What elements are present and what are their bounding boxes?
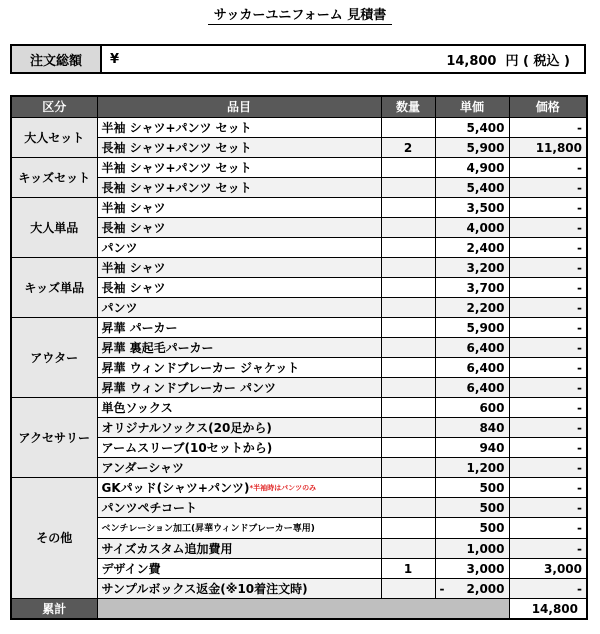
item-cell — [97, 438, 381, 458]
table-row — [11, 278, 587, 298]
item-name: 昇華 ウィンドブレーカー ジャケット — [101, 360, 300, 375]
quantity-cell — [381, 498, 435, 518]
table-row — [11, 539, 587, 559]
item-name: サイズカスタム追加費用 — [101, 541, 233, 556]
unit-price-cell: 3,500 — [435, 198, 509, 218]
item-name: 半袖 シャツ — [101, 200, 166, 215]
unit-price-cell: 5,400 — [435, 118, 509, 138]
table-row — [11, 518, 587, 539]
category-cell: 大人単品 — [11, 198, 97, 258]
item-name: アンダーシャツ — [101, 460, 185, 475]
item-cell — [97, 158, 381, 178]
quantity-cell — [381, 158, 435, 178]
summary-filler — [97, 599, 509, 620]
quantity-cell: 2 — [381, 138, 435, 158]
category-cell: アウター — [11, 318, 97, 398]
item-name: 昇華 パーカー — [101, 320, 178, 335]
table-row — [11, 298, 587, 318]
quantity-cell — [381, 398, 435, 418]
table-row — [11, 559, 587, 579]
order-total-amount: 14,800 円 ( 税込 ) — [446, 53, 570, 69]
unit-price-cell: 3,200 — [435, 258, 509, 278]
table-row — [11, 398, 587, 418]
summary-label: 累計 — [11, 599, 97, 620]
quantity-cell — [381, 579, 435, 599]
item-name: 長袖 シャツ — [101, 220, 166, 235]
item-name: 長袖 シャツ+パンツ セット — [101, 140, 252, 155]
item-cell — [97, 178, 381, 198]
unit-price-cell: 5,900 — [435, 138, 509, 158]
summary-value: 14,800 — [509, 599, 587, 620]
unit-price-cell: 500 — [435, 498, 509, 518]
unit-price-cell: 1,000 — [435, 539, 509, 559]
order-total-box — [10, 44, 586, 74]
table-row — [11, 579, 587, 599]
item-name: アームスリーブ(10セットから) — [101, 440, 273, 455]
item-name: 単色ソックス — [101, 400, 173, 415]
item-cell — [97, 358, 381, 378]
item-note: *半袖時はパンツのみ — [249, 483, 317, 492]
price-cell: - — [509, 198, 587, 218]
item-cell — [97, 518, 381, 539]
price-cell: - — [509, 398, 587, 418]
unit-price-cell: 5,400 — [435, 178, 509, 198]
unit-price-cell: 4,900 — [435, 158, 509, 178]
price-cell: - — [509, 478, 587, 498]
category-cell: キッズセット — [11, 158, 97, 198]
table-row — [11, 418, 587, 438]
header-quantity: 数量 — [381, 96, 435, 118]
item-cell — [97, 278, 381, 298]
table-row — [11, 238, 587, 258]
price-cell: - — [509, 258, 587, 278]
item-name: 半袖 シャツ — [101, 260, 166, 275]
item-name: 半袖 シャツ+パンツ セット — [101, 120, 252, 135]
table-row — [11, 338, 587, 358]
price-cell: - — [509, 518, 587, 539]
item-cell — [97, 218, 381, 238]
item-cell — [97, 198, 381, 218]
table-header-row — [11, 96, 587, 118]
table-row — [11, 358, 587, 378]
category-cell: その他 — [11, 478, 97, 599]
quantity-cell — [381, 258, 435, 278]
quantity-cell — [381, 238, 435, 258]
price-cell: - — [509, 378, 587, 398]
table-row — [11, 218, 587, 238]
unit-price-cell: 6,400 — [435, 378, 509, 398]
price-cell: 11,800 — [509, 138, 587, 158]
item-cell — [97, 298, 381, 318]
header-item: 品目 — [97, 96, 381, 118]
quantity-cell — [381, 278, 435, 298]
price-cell: - — [509, 498, 587, 518]
quantity-cell — [381, 438, 435, 458]
item-cell — [97, 559, 381, 579]
item-cell — [97, 478, 381, 498]
price-cell: - — [509, 318, 587, 338]
table-row — [11, 478, 587, 498]
item-name: 長袖 シャツ — [101, 280, 166, 295]
unit-price-cell: 1,200 — [435, 458, 509, 478]
unit-price-cell — [435, 579, 509, 599]
price-cell: - — [509, 458, 587, 478]
header-category: 区分 — [11, 96, 97, 118]
item-name: パンツペチコート — [101, 500, 198, 515]
table-row — [11, 138, 587, 158]
table-row — [11, 178, 587, 198]
order-total-currency: ¥ — [110, 51, 120, 67]
item-name: サンプルボックス返金(※10着注文時) — [101, 581, 308, 596]
table-row — [11, 438, 587, 458]
item-cell — [97, 318, 381, 338]
estimate-table — [10, 95, 588, 620]
table-row — [11, 258, 587, 278]
table-row — [11, 458, 587, 478]
table-row — [11, 118, 587, 138]
price-cell: - — [509, 438, 587, 458]
unit-price-cell: 3,000 — [435, 559, 509, 579]
category-cell: アクセサリー — [11, 398, 97, 478]
price-cell: - — [509, 178, 587, 198]
price-cell: - — [509, 338, 587, 358]
price-cell: 3,000 — [509, 559, 587, 579]
summary-row — [11, 599, 587, 620]
item-cell — [97, 338, 381, 358]
unit-price-value: 2,000 — [466, 581, 505, 596]
unit-price-cell: 600 — [435, 398, 509, 418]
unit-price-cell: 840 — [435, 418, 509, 438]
price-cell: - — [509, 158, 587, 178]
item-cell — [97, 378, 381, 398]
item-name: パンツ — [101, 240, 138, 255]
item-name: デザイン費 — [101, 561, 161, 576]
item-cell — [97, 138, 381, 158]
category-cell: キッズ単品 — [11, 258, 97, 318]
table-row — [11, 378, 587, 398]
item-name: GKパッド(シャツ+パンツ) — [101, 480, 250, 495]
item-name: 長袖 シャツ+パンツ セット — [101, 180, 252, 195]
item-name: ベンチレーション加工(昇華ウィンドブレーカー専用) — [101, 524, 315, 534]
quantity-cell — [381, 178, 435, 198]
price-cell: - — [509, 238, 587, 258]
quantity-cell — [381, 218, 435, 238]
price-cell: - — [509, 418, 587, 438]
quantity-cell — [381, 418, 435, 438]
item-name: オリジナルソックス(20足から) — [101, 420, 272, 435]
unit-price-cell: 6,400 — [435, 338, 509, 358]
price-cell: - — [509, 118, 587, 138]
quantity-cell — [381, 378, 435, 398]
unit-price-cell: 6,400 — [435, 358, 509, 378]
table-row — [11, 158, 587, 178]
quantity-cell — [381, 318, 435, 338]
document-title: サッカーユニフォーム 見積書 — [213, 8, 387, 23]
unit-price-cell: 2,200 — [435, 298, 509, 318]
unit-price-cell: 4,000 — [435, 218, 509, 238]
item-cell — [97, 539, 381, 559]
price-cell: - — [509, 539, 587, 559]
table-body — [11, 118, 587, 620]
order-total-label: 注文総額 — [12, 46, 102, 72]
category-cell: 大人セット — [11, 118, 97, 158]
price-cell: - — [509, 278, 587, 298]
item-name: パンツ — [101, 300, 138, 315]
item-cell — [97, 579, 381, 599]
item-name: 昇華 裏起毛パーカー — [101, 340, 214, 355]
negative-sign: - — [439, 581, 445, 596]
item-cell — [97, 238, 381, 258]
item-name: 半袖 シャツ+パンツ セット — [101, 160, 252, 175]
header-price: 価格 — [509, 96, 587, 118]
quantity-cell — [381, 118, 435, 138]
quantity-cell — [381, 539, 435, 559]
item-cell — [97, 398, 381, 418]
price-cell: - — [509, 358, 587, 378]
table-row — [11, 498, 587, 518]
quantity-cell — [381, 298, 435, 318]
unit-price-cell: 2,400 — [435, 238, 509, 258]
price-cell: - — [509, 298, 587, 318]
unit-price-cell: 5,900 — [435, 318, 509, 338]
unit-price-cell: 500 — [435, 518, 509, 539]
unit-price-cell: 940 — [435, 438, 509, 458]
item-name: 昇華 ウィンドブレーカー パンツ — [101, 380, 277, 395]
item-cell — [97, 418, 381, 438]
table-row — [11, 198, 587, 218]
quantity-cell — [381, 458, 435, 478]
quantity-cell: 1 — [381, 559, 435, 579]
quantity-cell — [381, 518, 435, 539]
title-underline — [208, 24, 392, 25]
quantity-cell — [381, 338, 435, 358]
price-cell: - — [509, 218, 587, 238]
quantity-cell — [381, 198, 435, 218]
quantity-cell — [381, 358, 435, 378]
header-unit-price: 単価 — [435, 96, 509, 118]
item-cell — [97, 118, 381, 138]
item-cell — [97, 258, 381, 278]
unit-price-cell: 500 — [435, 478, 509, 498]
table-row — [11, 318, 587, 338]
unit-price-cell: 3,700 — [435, 278, 509, 298]
item-cell — [97, 458, 381, 478]
price-cell: - — [509, 579, 587, 599]
item-cell — [97, 498, 381, 518]
quantity-cell — [381, 478, 435, 498]
